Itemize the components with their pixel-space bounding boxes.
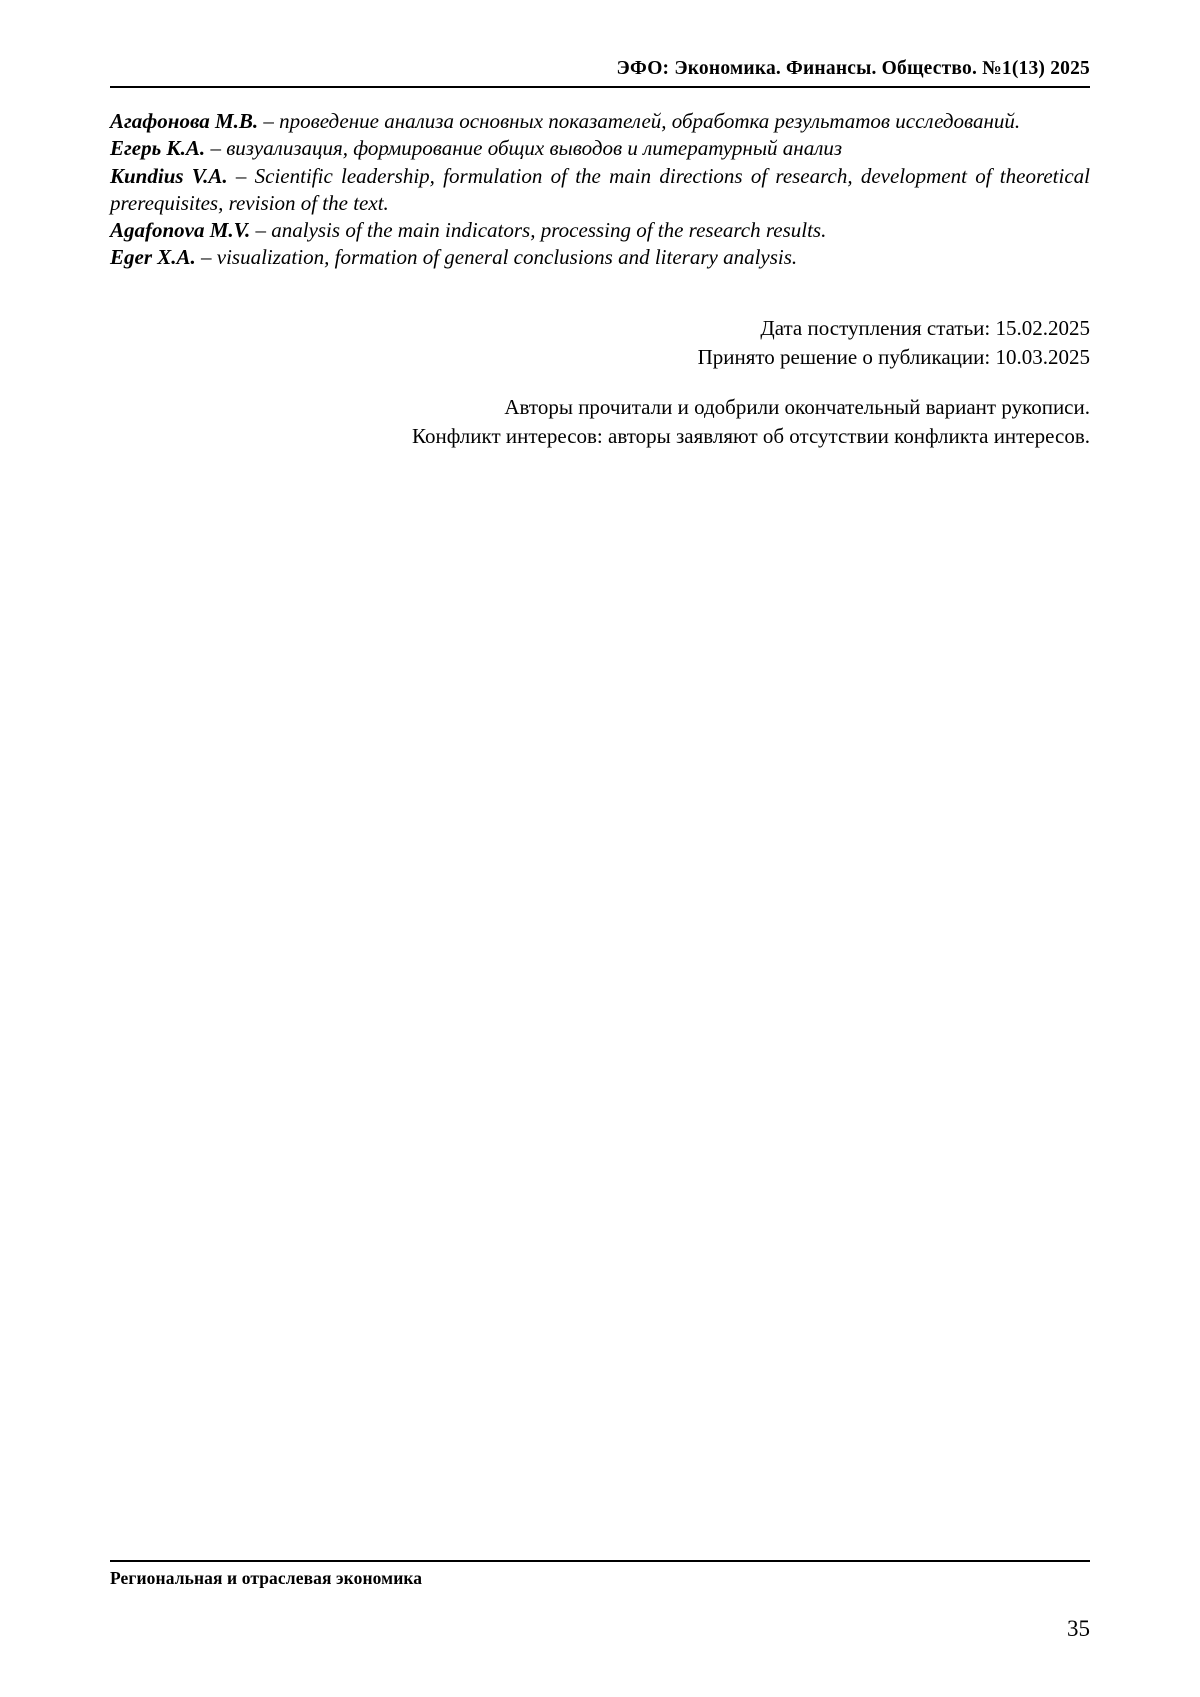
contributor-name: Егерь К.А. (110, 136, 206, 161)
contribution-entry (110, 163, 1090, 218)
author-statements (110, 393, 1090, 451)
contribution-entry (110, 244, 1090, 271)
article-dates (110, 314, 1090, 372)
contributor-name: Eger X.A. (110, 245, 196, 270)
contributor-role: – визуализация, формирование общих выводов и литературный анализ (205, 136, 843, 161)
date-received: Дата поступления статьи: 15.02.2025 (760, 316, 1090, 340)
contributor-role: – visualization, formation of general conclusions and literary analysis. (195, 245, 798, 270)
date-accepted: Принято решение о публикации: 10.03.2025 (697, 344, 1090, 369)
page-footer (110, 1560, 1090, 1589)
page-header (110, 58, 1090, 88)
contribution-entry (110, 108, 1090, 135)
author-contributions (110, 108, 1090, 272)
running-head-title: ЭФО: Экономика. Финансы. Общество. №1(13) 2025 (616, 58, 1090, 79)
contributor-name: Агафонова М.В. (110, 109, 259, 133)
contribution-entry (110, 135, 1090, 162)
conflict-of-interest-statement: Конфликт интересов: авторы заявляют об отсутствии конфликта интересов. (412, 423, 1090, 448)
page-number: 35 (1067, 1616, 1090, 1641)
contributor-role: – analysis of the main indicators, processing of the research results. (250, 218, 827, 243)
contributor-name: Agafonova M.V. (110, 218, 251, 243)
contributor-name: Kundius V.A. (110, 163, 228, 188)
contributor-role: – Scientific leadership, formulation of the main directions of research, development of theoretical prerequisites, revision of the text. (110, 163, 1090, 215)
footer-section-title: Региональная и отраслевая экономика (110, 1568, 423, 1588)
contributor-role: – проведение анализа основных показателей, обработка результатов исследований. (258, 109, 1021, 133)
manuscript-approval-statement: Авторы прочитали и одобрили окончательный вариант рукописи. (504, 395, 1090, 419)
contribution-entry (110, 217, 1090, 244)
header-rule (110, 86, 1090, 88)
